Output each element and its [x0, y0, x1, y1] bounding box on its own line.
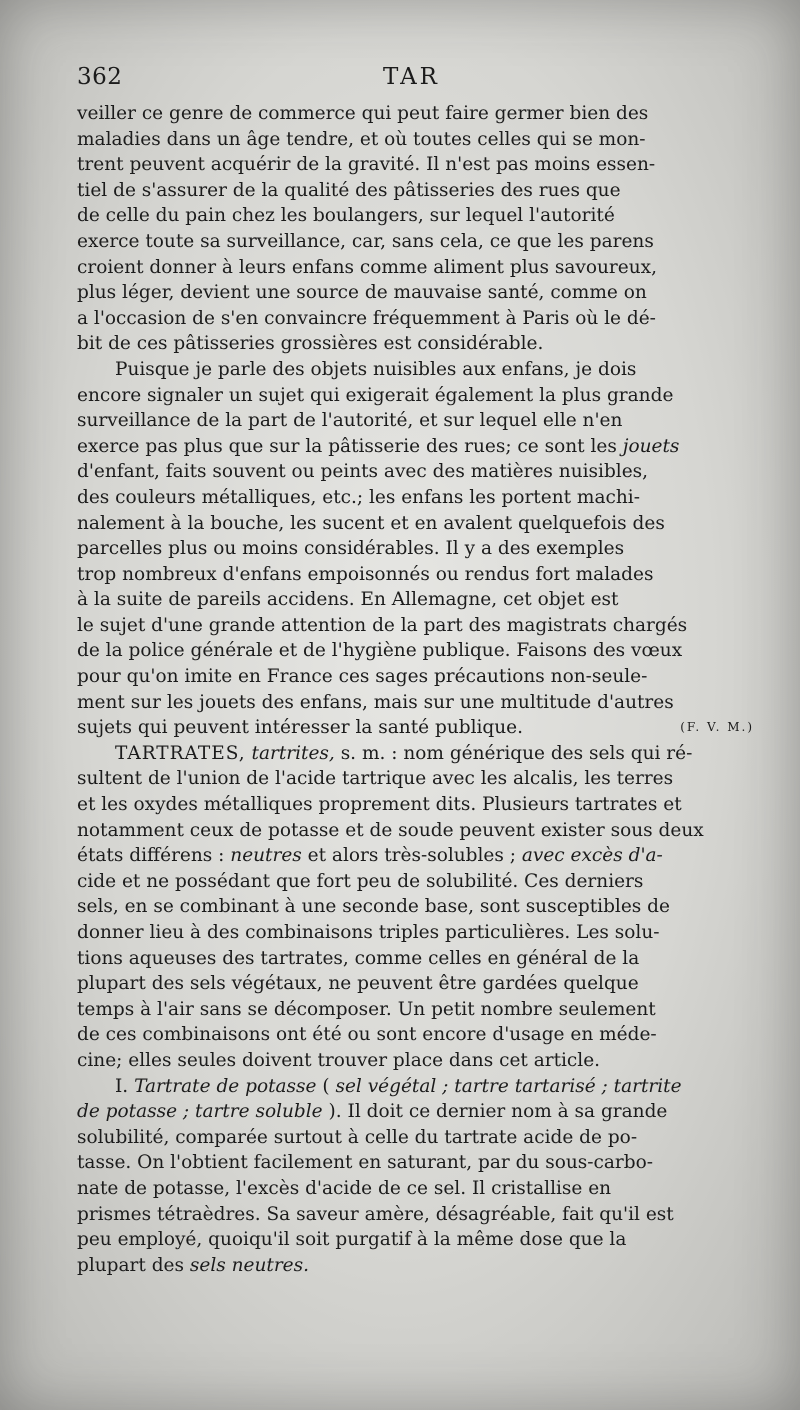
text-line: trop nombreux d'enfans empoisonnés ou rendus fort malades — [77, 563, 654, 585]
text-line — [77, 1099, 768, 1125]
text-line: surveillance de la part de l'autorité, et sur lequel elle n'en — [77, 410, 623, 432]
section-number: I. — [115, 1075, 129, 1097]
text-line: de la police générale et de l'hygiène publique. Faisons des vœux — [77, 640, 683, 662]
italic-term: de potasse ; tartre soluble — [77, 1101, 323, 1123]
text-line: cine; elles seules doivent trouver place dans cet article. — [77, 1049, 601, 1071]
text-line: trent peuvent acquérir de la gravité. Il n'est pas moins essen- — [77, 154, 656, 176]
text-span: et alors très-solubles ; — [301, 845, 516, 867]
text-line: croient donner à leurs enfans comme aliment plus savoureux, — [77, 256, 657, 278]
text-line: maladies dans un âge tendre, et où toutes celles qui se mon- — [77, 128, 646, 150]
text-line: le sujet d'une grande attention de la part des magistrats chargés — [77, 614, 688, 636]
text-line: Puisque je parle des objets nuisibles aux enfans, je dois — [115, 358, 637, 380]
entry-heading: TARTRATES, — [115, 742, 246, 764]
text-line: veiller ce genre de commerce qui peut faire germer bien des — [77, 103, 649, 124]
author-signature: (F. V. M.) — [680, 720, 754, 735]
text-line: nalement à la bouche, les sucent et en avalent quelquefois des — [77, 512, 665, 534]
text-line: exerce toute sa surveillance, car, sans cela, ce que les parens — [77, 230, 654, 252]
italic-term: sels neutres. — [189, 1254, 310, 1276]
italic-term: jouets — [622, 435, 680, 457]
text-line: de celle du pain chez les boulangers, sur lequel l'autorité — [77, 205, 615, 227]
italic-term: avec excès d'a- — [515, 845, 663, 867]
text-line: solubilité, comparée surtout à celle du tartrate acide de po- — [77, 1126, 638, 1148]
text-line: a l'occasion de s'en convaincre fréquemment à Paris où le dé- — [77, 307, 656, 329]
running-head: TAR — [382, 64, 440, 90]
text-line: de ces combinaisons ont été ou sont encore d'usage en méde- — [77, 1024, 657, 1046]
text-line: nate de potasse, l'excès d'acide de ce sel. Il cristallise en — [77, 1177, 612, 1199]
body-text — [77, 101, 768, 1278]
text-line: et les oxydes métalliques proprement dits. Plusieurs tartrates et — [77, 794, 682, 816]
text-line: des couleurs métalliques, etc.; les enfans les portent machi- — [77, 486, 640, 508]
text-span: ( — [316, 1075, 336, 1097]
text-line — [77, 843, 768, 869]
text-line: peu employé, quoiqu'il soit purgatif à la même dose que la — [77, 1229, 627, 1251]
text-span: s. m. : nom générique des sels qui ré- — [334, 742, 693, 764]
italic-term: sel végétal ; tartre tartarisé ; tartrite — [335, 1075, 682, 1097]
text-line: bit de ces pâtisseries grossières est considérable. — [77, 333, 544, 355]
text-span: sujets qui peuvent intéresser la santé publique. — [77, 717, 524, 739]
text-line: parcelles plus ou moins considérables. Il y a des exemples — [77, 538, 625, 560]
text-line: tions aqueuses des tartrates, comme celles en général de la — [77, 947, 640, 969]
text-line: sels, en se combinant à une seconde base, sont susceptibles de — [77, 896, 670, 918]
text-line: à la suite de pareils accidens. En Allemagne, cet objet est — [77, 589, 619, 611]
text-line: plupart des sels végétaux, ne peuvent être gardées quelque — [77, 973, 639, 995]
text-line: tasse. On l'obtient facilement en saturant, par du sous-carbo- — [77, 1152, 653, 1174]
text-line: prismes tétraèdres. Sa saveur amère, désagréable, fait qu'il est — [77, 1203, 674, 1225]
text-line: cide et ne possédant que fort peu de solubilité. Ces derniers — [77, 870, 644, 892]
text-span: . Il doit ce dernier nom à sa grande — [335, 1101, 668, 1123]
text-line — [77, 715, 768, 741]
page-header — [77, 64, 746, 94]
entry-heading-line — [77, 741, 768, 767]
text-line: notamment ceux de potasse et de soude peuvent exister sous deux — [77, 819, 704, 841]
text-line: encore signaler un sujet qui exigerait également la plus grande — [77, 384, 674, 406]
text-line — [77, 434, 768, 460]
text-span: exerce pas plus que sur la pâtisserie des rues; ce sont les — [77, 435, 617, 457]
text-line: ment sur les jouets des enfans, mais sur une multitude d'autres — [77, 691, 674, 713]
text-line: temps à l'air sans se décomposer. Un petit nombre seulement — [77, 998, 656, 1020]
text-span: ) — [322, 1101, 336, 1123]
page-number: 362 — [77, 64, 123, 90]
text-line: tiel de s'assurer de la qualité des pâtisseries des rues que — [77, 179, 621, 201]
italic-term: neutres — [230, 845, 302, 867]
text-span: plupart des — [77, 1254, 184, 1276]
text-line: pour qu'on imite en France ces sages précautions non-seule- — [77, 666, 648, 688]
text-line: sultent de l'union de l'acide tartrique avec les alcalis, les terres — [77, 768, 674, 790]
text-line: plus léger, devient une source de mauvaise santé, comme on — [77, 282, 647, 304]
text-line — [77, 1253, 768, 1279]
text-line: donner lieu à des combinaisons triples particulières. Les solu- — [77, 922, 660, 943]
text-line: d'enfant, faits souvent ou peints avec des matières nuisibles, — [77, 461, 649, 483]
italic-term: tartrites, — [251, 742, 335, 764]
text-line — [77, 1074, 768, 1100]
text-span: états différens : — [77, 845, 225, 867]
italic-term: Tartrate de potasse — [134, 1075, 317, 1097]
